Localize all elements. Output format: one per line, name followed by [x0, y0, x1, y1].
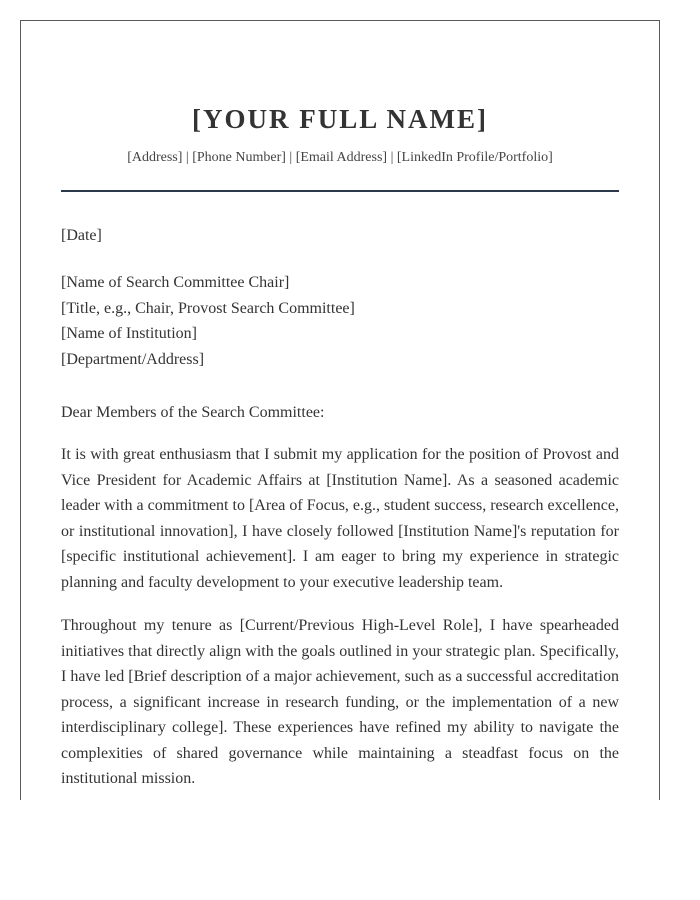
letter-body: [21, 225, 659, 792]
header-divider: [61, 190, 619, 192]
letter-page: [20, 20, 660, 800]
recipient-line: [Name of Institution]: [61, 325, 197, 342]
body-paragraph: It is with great enthusiasm that I submit my application for the position of Provost and Vice President for Academic Affairs at [Institution Name]. As a seasoned academic leader with a commitment to [Area of Focus, e.g., student success, research excellence, or institutional innovation], I have closely followed [Institution Name]'s reputation for [specific institutional achievement]. I am eager to bring my experience in strategic planning and faculty development to your executive leadership team.: [61, 446, 620, 591]
recipient-line: [Name of Search Committee Chair]: [61, 274, 290, 291]
recipient-line: [Department/Address]: [61, 350, 205, 368]
body-paragraph: Throughout my tenure as [Current/Previous High-Level Role], I have spearheaded initiatives that directly align with the goals outlined in your strategic plan. Specifically, I have led [Brief description of a major achievement, such as a successful accreditation process, a significant increase in research funding, or the implementation of a new interdisciplinary college]. These experiences have refined my ability to navigate the complexities of shared governance while maintaining a steadfast focus on the institutional mission.: [61, 617, 619, 787]
salutation: Dear Members of the Search Committee:: [61, 404, 325, 421]
contact-line: [Address] | [Phone Number] | [Email Address] | [LinkedIn Profile/Portfolio]: [127, 150, 553, 165]
recipient-line: [Title, e.g., Chair, Provost Search Committee]: [61, 299, 355, 317]
letter-header: [21, 21, 659, 167]
recipient-block: [61, 270, 619, 372]
applicant-name: [YOUR FULL NAME]: [192, 104, 488, 134]
letter-date: [Date]: [61, 227, 102, 244]
